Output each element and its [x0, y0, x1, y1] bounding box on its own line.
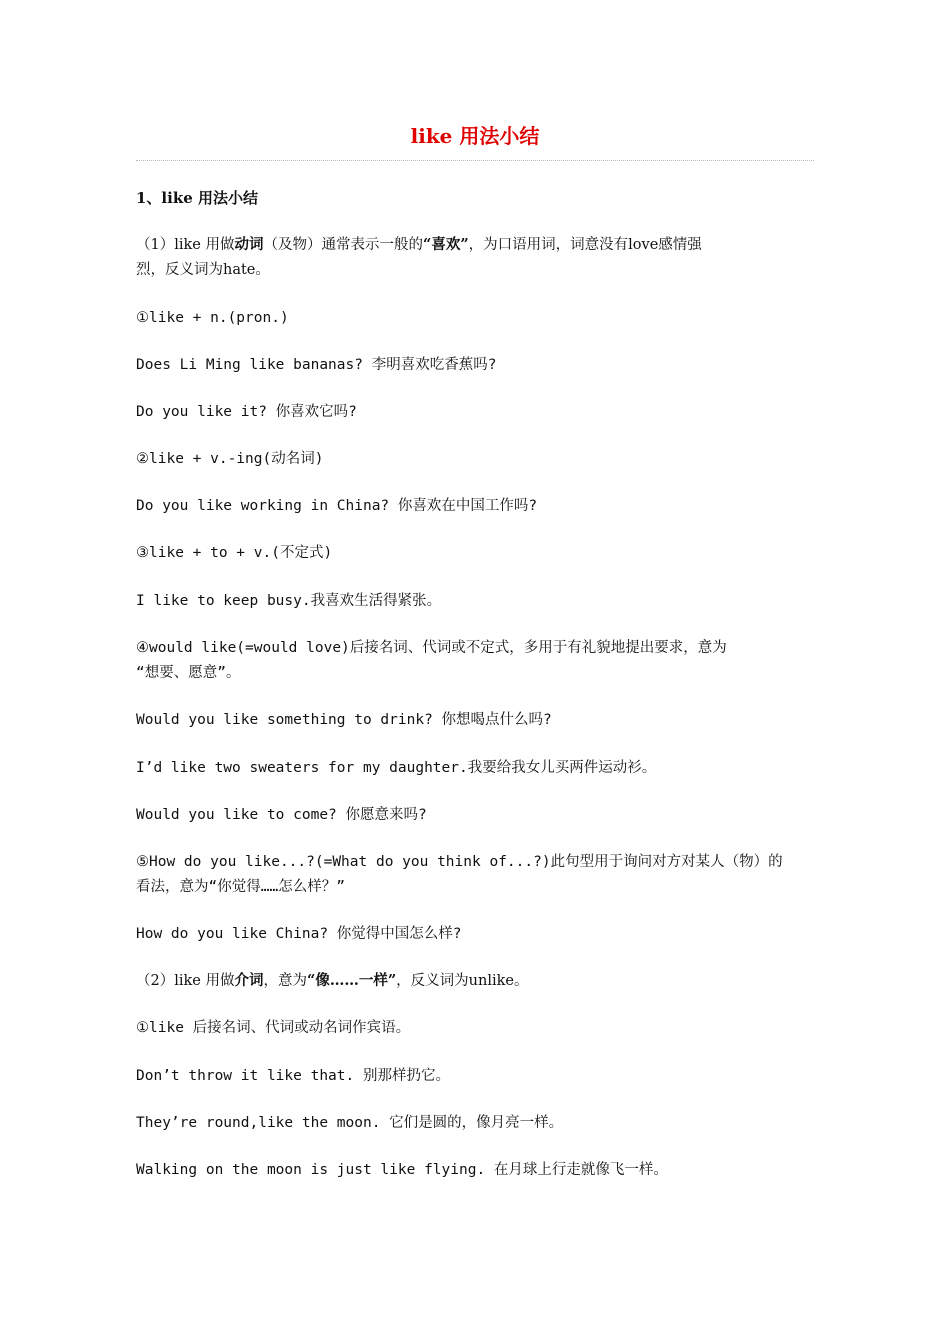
paragraph-text: （1）like 用做 — [136, 237, 235, 253]
rule-line: 看法，意为“你觉得……怎么样？” — [136, 879, 345, 895]
example-line: Walking on the moon is just like flying. 在月球上行走就像飞一样。 — [136, 1162, 668, 1178]
bold-term: “像……一样” — [306, 972, 397, 989]
paragraph-preposition-usage — [136, 969, 816, 993]
example-line: Would you like something to drink? 你想喝点什么吗? — [136, 712, 552, 728]
paragraph-text: ，为口语用词，词意没有love感情强 — [468, 237, 702, 253]
rule-line: ③like + to + v.(不定式) — [136, 545, 333, 561]
bold-term: 动词 — [234, 236, 264, 253]
example-line: They’re round,like the moon. 它们是圆的，像月亮一样。 — [136, 1115, 564, 1131]
section-heading: 1、like 用法小结 — [136, 189, 258, 207]
rule-line: ④would like(=would love)后接名词、代词或不定式，多用于有礼貌地提出要求，意为 — [136, 640, 727, 656]
title-divider — [136, 160, 814, 161]
paragraph-line: 烈，反义词为hate。 — [136, 262, 270, 278]
rule-line: ①like + n.(pron.) — [136, 310, 289, 326]
rule-line: ①like 后接名词、代词或动名词作宾语。 — [136, 1020, 411, 1036]
rule-line: ⑤How do you like...?(=What do you think of...?)此句型用于询问对方对某人（物）的 — [136, 854, 783, 870]
example-line: Don’t throw it like that. 别那样扔它。 — [136, 1068, 450, 1084]
example-line: I’d like two sweaters for my daughter.我要给我女儿买两件运动衫。 — [136, 760, 657, 776]
paragraph-text: （及物）通常表示一般的 — [263, 237, 423, 253]
bold-term: “喜欢” — [422, 236, 469, 253]
example-line: How do you like China? 你觉得中国怎么样? — [136, 926, 462, 942]
example-line: Would you like to come? 你愿意来吗? — [136, 807, 427, 823]
paragraph-text: （2）like 用做 — [136, 973, 235, 989]
paragraph-text: ，反义词为unlike。 — [396, 973, 529, 989]
rule-line: ②like + v.-ing(动名词) — [136, 451, 324, 467]
example-line: I like to keep busy.我喜欢生活得紧张。 — [136, 593, 442, 609]
paragraph-verb-usage — [136, 233, 816, 257]
example-line: Does Li Ming like bananas? 李明喜欢吃香蕉吗? — [136, 357, 497, 373]
paragraph-text: ，意为 — [263, 973, 307, 989]
example-line: Do you like it? 你喜欢它吗? — [136, 404, 357, 420]
rule-line: “想要、愿意”。 — [136, 665, 241, 681]
example-line: Do you like working in China? 你喜欢在中国工作吗? — [136, 498, 538, 514]
bold-term: 介词 — [234, 972, 264, 989]
document-title: like 用法小结 — [410, 124, 540, 148]
